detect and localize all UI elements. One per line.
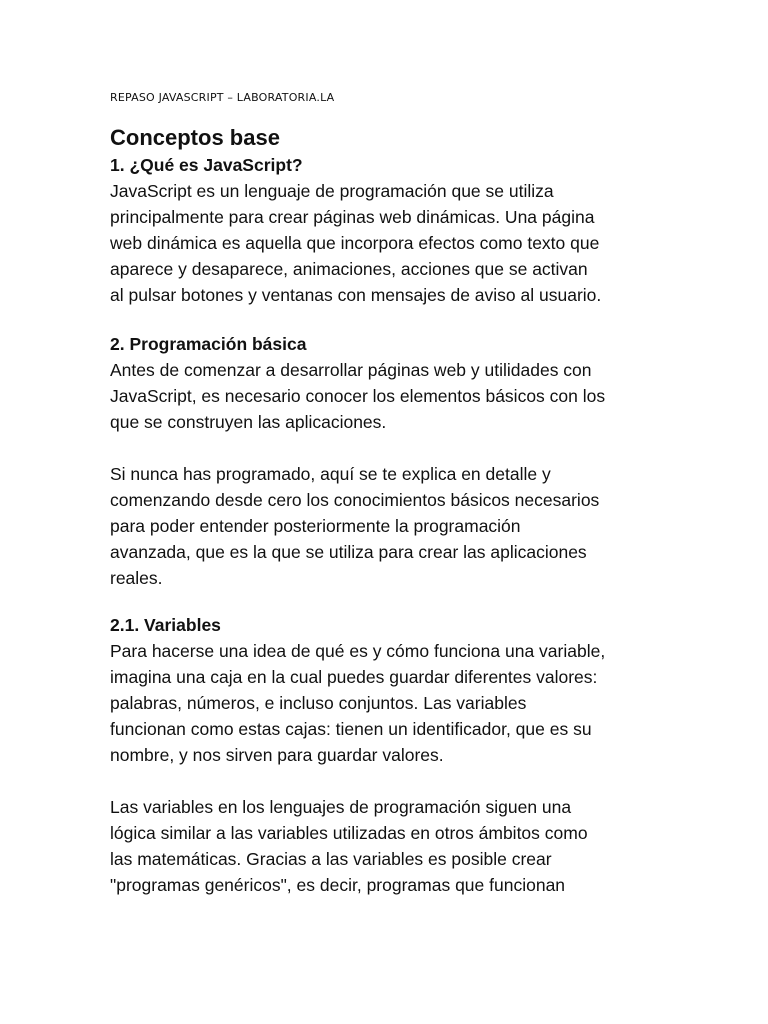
paragraph-line: Si nunca has programado, aquí se te explica en detalle y — [110, 464, 551, 484]
paragraph-line: lógica similar a las variables utilizadas en otros ámbitos como — [110, 823, 588, 843]
paragraph-line: al pulsar botones y ventanas con mensajes de aviso al usuario. — [110, 285, 602, 305]
paragraph-line: Las variables en los lenguajes de programación siguen una — [110, 797, 572, 817]
paragraph-line: funcionan como estas cajas: tienen un identificador, que es su — [110, 719, 592, 739]
paragraph-gap — [110, 768, 670, 794]
paragraph-line: reales. — [110, 568, 163, 588]
section-heading: 2.1. Variables — [110, 615, 221, 635]
section-variables — [110, 612, 670, 898]
section-heading: 2. Programación básica — [110, 334, 307, 354]
paragraph-line: principalmente para crear páginas web dinámicas. Una página — [110, 207, 595, 227]
paragraph-line: palabras, números, e incluso conjuntos. Las variables — [110, 693, 527, 713]
paragraph-line: aparece y desaparece, animaciones, acciones que se activan — [110, 259, 588, 279]
paragraph-line: Para hacerse una idea de qué es y cómo funciona una variable, — [110, 641, 606, 661]
paragraph-line: que se construyen las aplicaciones. — [110, 412, 387, 432]
paragraph-line: avanzada, que es la que se utiliza para crear las aplicaciones — [110, 542, 587, 562]
section-que-es-javascript — [110, 152, 670, 308]
paragraph — [110, 357, 670, 435]
paragraph-line: las matemáticas. Gracias a las variables es posible crear — [110, 849, 552, 869]
paragraph-line: imagina una caja en la cual puedes guardar diferentes valores: — [110, 667, 598, 687]
paragraph-gap — [110, 435, 670, 461]
paragraph-line: JavaScript es un lenguaje de programación que se utiliza — [110, 181, 554, 201]
document-title: Conceptos base — [110, 125, 280, 150]
paragraph-line: JavaScript, es necesario conocer los elementos básicos con los — [110, 386, 606, 406]
paragraph — [110, 638, 670, 768]
paragraph-line: para poder entender posteriormente la programación — [110, 516, 521, 536]
running-header: REPASO JAVASCRIPT – LABORATORIA.LA — [110, 91, 335, 104]
paragraph — [110, 178, 670, 308]
paragraph-line: web dinámica es aquella que incorpora efectos como texto que — [110, 233, 600, 253]
paragraph-line: Antes de comenzar a desarrollar páginas web y utilidades con — [110, 360, 592, 380]
paragraph-line: "programas genéricos", es decir, programas que funcionan — [110, 875, 566, 895]
paragraph — [110, 794, 670, 898]
paragraph-line: comenzando desde cero los conocimientos básicos necesarios — [110, 490, 600, 510]
section-programacion-basica — [110, 331, 670, 591]
paragraph-line: nombre, y nos sirven para guardar valores. — [110, 745, 444, 765]
paragraph — [110, 461, 670, 591]
section-heading: 1. ¿Qué es JavaScript? — [110, 155, 303, 175]
